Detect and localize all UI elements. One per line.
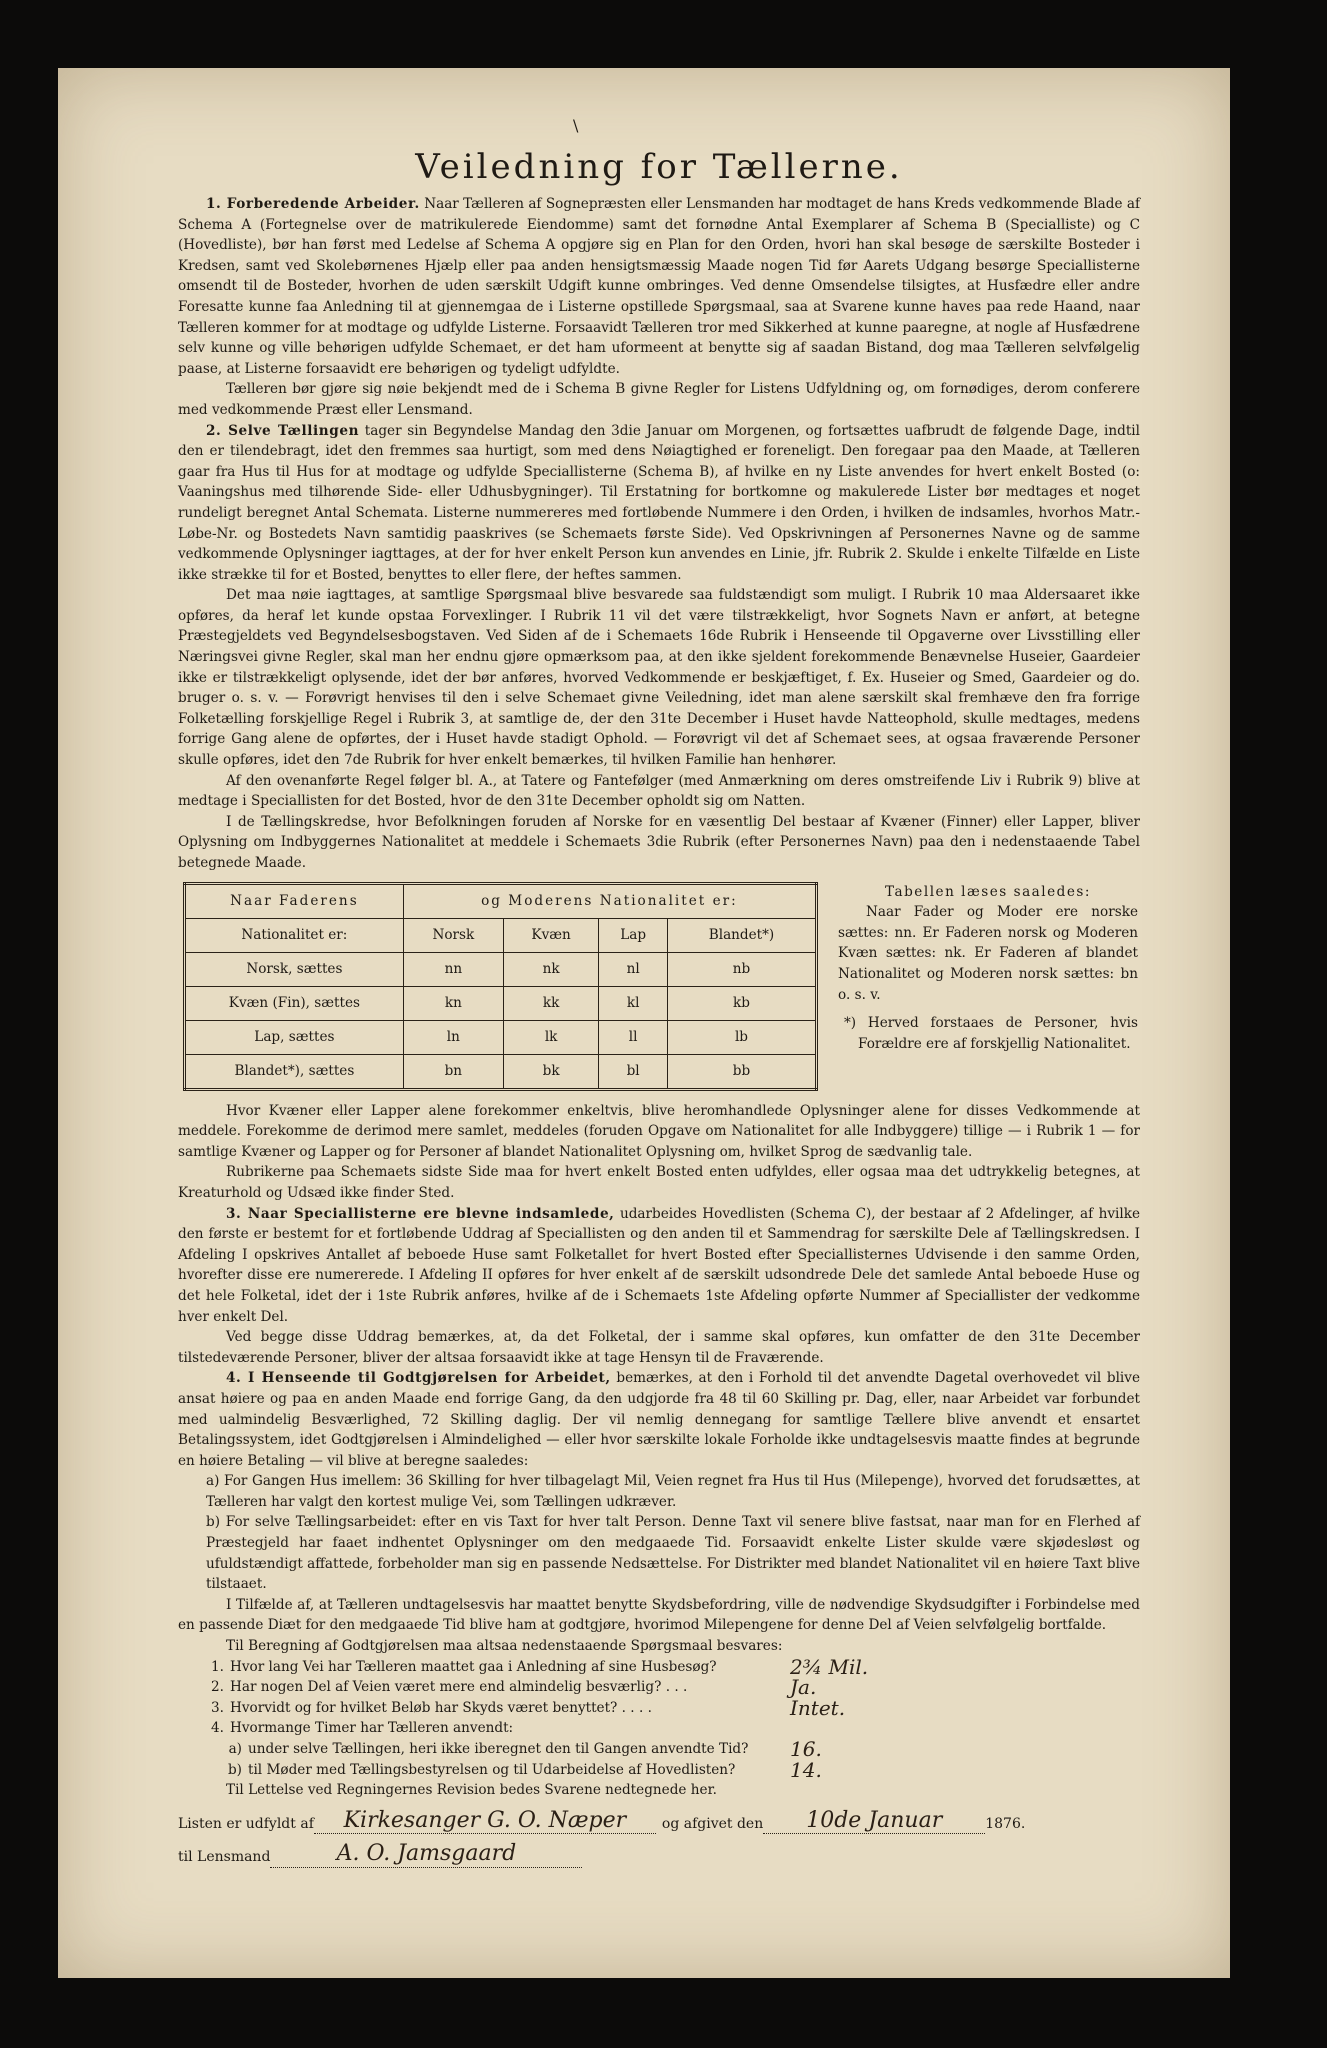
- list-item: [178, 1739, 1140, 1760]
- table-cell: ll: [599, 1020, 668, 1054]
- signature-date-field: [763, 1807, 985, 1835]
- signature-name-field: [314, 1807, 656, 1835]
- section-3-text: udarbeides Hovedlisten (Schema C), der bestaar af 2 Afdelinger, af hvilke den første er bestemt for et fortløbende Uddrag af Speciallisten og den anden til et Sammendrag for særskilte Dele af Tællingskredsen. I Afdeling I opskrives Antallet af beboede Huse samt Folketallet for hvert Bosted efter Speciallisternes Udvisende i den samme Orden, hvorefter disse ere numererede. I Afdeling II opføres for hver enkelt af de særskilt udsondrede Dele det samlede Antal beboede Huse og det hele Folketal, idet der i 1ste Rubrik anføres, hvilke af de i Schemaets 1ste Afdeling opførte Nummer af Speciallister der vedkomme hver enkelt Del.: [178, 1205, 1140, 1325]
- table-cell: nk: [503, 952, 598, 986]
- list-item: [178, 1677, 1140, 1698]
- table-col-1: Kvæn: [503, 918, 598, 952]
- section-1-para-1: [178, 194, 1140, 379]
- closing-note: Til Lettelse ved Regningernes Revision bedes Svarene nedtegnede her.: [226, 1782, 717, 1799]
- table-head-left-1: Naar Faderens: [185, 883, 404, 918]
- lensmand-prefix: til Lensmand: [178, 1849, 271, 1866]
- question-number: 3.: [211, 1699, 224, 1716]
- table-col-0: Norsk: [403, 918, 503, 952]
- after-table-para-2: Rubrikerne paa Schemaets sidste Side maa for hvert enkelt Bosted enten udfyldes, eller ogsaa maa det udtrykkelig betegnes, at Kreaturhold og Udsæd ikke finder Sted.: [178, 1164, 1140, 1201]
- table-head-top: og Moderens Nationalitet er:: [403, 883, 816, 918]
- section-4-para-2: I Tilfælde af, at Tælleren undtagelsesvis har maattet benytte Skydsbefordring, ville de nødvendige Skydsudgifter i Forbindelse med en passende Diæt for den medgaaede Tid blive ham at godtgjøre, hvorimod Milepengene for denne Del af Veien selvfølgelig bortfalde.: [178, 1596, 1140, 1634]
- signature-line: [178, 1807, 1140, 1835]
- question-text: Hvormange Timer har Tælleren anvendt:: [230, 1720, 514, 1737]
- page-title: Veiledning for Tællerne.: [415, 147, 903, 187]
- after-table-para-1: Hvor Kvæner eller Lapper alene forekommer enkeltvis, blive heromhandlede Oplysninger alene for disses Vedkommende at meddele. Forekomme de derimod mere samlet, meddeles (foruden Opgave om Nationalitet for alle Indbyggere) tillige — i Rubrik 1 — for samtlige Kvæner og Lapper og for Personer af blandet Nationalitet Oplysning om, hvilket Sprog de sædvanlig tale.: [178, 1102, 1140, 1160]
- question-number: 4.: [211, 1720, 224, 1737]
- document-page: [58, 68, 1230, 1978]
- list-item: [178, 1654, 1140, 1679]
- table-footnote: *) Herved forstaaes de Personer, hvis Forældre ere af forskjellig Nationalitet.: [844, 1015, 1138, 1052]
- table-cell: nl: [599, 952, 668, 986]
- signature-year: 1876.: [985, 1815, 1026, 1832]
- question-list: [178, 1654, 1140, 1782]
- table-head-left-2: Nationalitet er:: [185, 918, 404, 952]
- lensmand-name-field: [270, 1841, 582, 1868]
- table-cell: lb: [667, 1020, 816, 1054]
- section-2-para-4: I de Tællingskredse, hvor Befolkningen foruden af Norske for en væsentlig Del bestaar af Kvæner (Finner) eller Lapper, bliver Oplysning om Indbyggernes Nationalitet at meddele i Schemaets 3die Rubrik (efter Personernes Navn) paa den i nedenstaaende Tabel betegnede Maade.: [178, 813, 1140, 871]
- handwritten-answer: Ja.: [790, 1675, 817, 1700]
- handwritten-lensmand: A. O. Jamsgaard: [336, 1841, 517, 1867]
- table-cell: bl: [599, 1054, 668, 1089]
- section-3-para-1: [178, 1204, 1140, 1328]
- section-4-item-b: b) For selve Tællingsarbeidet: efter en vis Taxt for hver talt Person. Denne Taxt vil senere blive fastsat, naar man for en Flerhed af Præstegjeld har faaet indhentet Oplysninger om den medgaaede Tid. Forsaavidt enkelte Lister skulde være skjødesløst og ufuldstændigt affattede, forbeholder man sig en passende Nedsættelse. For Distrikter med blandet Nationalitet vil en høiere Taxt blive tilstaaet.: [206, 1514, 1140, 1593]
- row-label: Norsk, sættes: [185, 952, 404, 986]
- handwritten-answer: Intet.: [790, 1695, 846, 1720]
- question-text: Har nogen Del af Veien været mere end almindelig besværlig? . . .: [230, 1679, 688, 1696]
- question-number: a): [228, 1741, 242, 1757]
- table-cell: bn: [403, 1054, 503, 1089]
- question-text: til Møder med Tællingsbestyrelsen og til Udarbeidelse af Hovedlisten?: [248, 1761, 736, 1778]
- row-label: Kvæn (Fin), sættes: [185, 986, 404, 1020]
- signature-mid: og afgivet den: [661, 1815, 764, 1832]
- handwritten-answer: 14.: [790, 1757, 822, 1782]
- table-explanation-body: Naar Fader og Moder ere norske sættes: nn. Er Faderen norsk og Moderen Kvæn sættes: nk. Er Faderen af blandet Nationalitet og Moderen norsk sættes: bn o. s. v.: [838, 904, 1138, 1003]
- table-cell: nn: [403, 952, 503, 986]
- nationality-table: [183, 882, 818, 1091]
- row-label: Lap, sættes: [185, 1020, 404, 1054]
- table-row: [185, 952, 817, 986]
- section-2-heading: 2. Selve Tællingen: [206, 422, 360, 439]
- question-number: b): [227, 1761, 242, 1778]
- handwritten-answer: 2¾ Mil.: [790, 1654, 869, 1679]
- list-item: [178, 1718, 1140, 1739]
- section-1-heading: 1. Forberedende Arbeider.: [206, 196, 420, 212]
- question-text: Hvorvidt og for hvilket Beløb har Skyds været benyttet? . . . .: [230, 1699, 652, 1716]
- table-explanation-head: Tabellen læses saaledes:: [884, 883, 1091, 900]
- section-4-text: bemærkes, at den i Forhold til det anvendte Dagetal overhovedet vil blive ansat høiere og paa en anden Maade end forrige Gang, da den udgjorde fra 48 til 60 Skilling pr. Dag, eller, naar Arbeidet var forbundet med ualmindelig Besværlighed, 72 Skilling daglig. Der vil nemlig dennegang for samtlige Tællere blive anvendt et ensartet Betalingssystem, idet Godtgjørelsen i Almindelighed — eller hvor særskilte lokale Forholde ikke undtagelsesvis maatte findes at begrunde en høiere Betaling — vil blive at beregne saaledes:: [178, 1370, 1140, 1469]
- table-cell: ln: [403, 1020, 503, 1054]
- table-cell: nb: [667, 952, 816, 986]
- signature-prefix: Listen er udfyldt af: [178, 1815, 314, 1832]
- handwritten-answer: 16.: [790, 1737, 822, 1761]
- table-cell: bk: [503, 1054, 598, 1089]
- section-4-para-3: Til Beregning af Godtgjørelsen maa altsaa nedenstaaende Spørgsmaal besvares:: [226, 1638, 783, 1655]
- handwritten-date: 10de Januar: [806, 1807, 943, 1833]
- question-text: under selve Tællingen, heri ikke iberegnet den til Gangen anvendte Tid?: [248, 1741, 749, 1757]
- section-3-para-2: Ved begge disse Uddrag bemærkes, at, da det Folketal, der i samme skal opføres, kun omfatter de den 31te December tilstedeværende Personer, bliver der altsaa forsaavidt ikke at tage Hensyn til de Fraværende.: [178, 1329, 1140, 1366]
- table-cell: lk: [503, 1020, 598, 1054]
- section-2-para-3: Af den ovenanførte Regel følger bl. A., at Tatere og Fantefølger (med Anmærkning om deres omstreifende Liv i Rubrik 9) blive at medtage i Speciallisten for det Bosted, hvor de den 31te December opholdt sig om Natten.: [178, 772, 1140, 810]
- table-col-3: Blandet*): [667, 918, 816, 952]
- handwritten-name: Kirkesanger G. O. Næper: [343, 1807, 627, 1833]
- list-item: [178, 1695, 1140, 1720]
- table-row: [185, 986, 817, 1020]
- section-2-para-1: [178, 421, 1140, 586]
- table-explanation: [838, 882, 1138, 1091]
- table-cell: kn: [403, 986, 503, 1020]
- question-text: Hvor lang Vei har Tælleren maattet gaa i Anledning af sine Husbesøg?: [230, 1658, 717, 1675]
- section-2-text: tager sin Begyndelse Mandag den 3die Januar om Morgenen, og fortsættes uafbrudt de følgende Dage, indtil den er tilendebragt, idet den fremmes saa hurtigt, som med dens Nøiagtighed er foreneligt. Den foregaar paa den Maade, at Tælleren gaar fra Hus til Hus for at modtage og udfylde Speciallisterne (Schema B), af hvilke en ny Liste anvendes for hvert enkelt Bosted (o: Vaaningshus med tilhørende Side- eller Udhusbygninger). Til Erstatning for bortkomne og makulerede Lister bør medtages et noget rundeligt beregnet Antal Schemata. Listerne nummereres med fortløbende Nummere i den Orden, i hvilken de indsamles, hvorhos Matr.-Løbe-Nr. og Bostedets Navn samtidig paaskrives (se Schemaets første Side). Ved Opskrivningen af Personernes Navne og de samme vedkommende Oplysninger iagttages, at der for hver enkelt Person kun anvendes en Linie, jfr. Rubrik 2. Skulde i enkelte Tilfælde en Liste ikke strække til for et Bosted, benyttes to eller flere, der heftes sammen.: [178, 422, 1140, 583]
- section-1-text: Naar Tælleren af Sognepræsten eller Lensmanden har modtaget de hans Kreds vedkommende Blade af Schema A (Fortegnelse over de matrikulerede Eiendomme) samt det fornødne Antal Exemplarer af Schema B (Specialliste) og C (Hovedliste), bør han først med Ledelse af Schema A opgjøre sig en Plan for den Orden, hvori han skal besøge de særskilte Bosteder i Kredsen, samt ved Skolebørnenes Hjælp eller paa anden hensigtsmæssig Maade nogen Tid før Aarets Udgang besørge Speciallisterne omsendt til de Bosteder, hvorhen de uden særskilt Udgift kunne ombringes. Ved denne Omsendelse tilsigtes, at Husfædre eller andre Foresatte kunne faa Anledning til at gjennemgaa de i Listerne opstillede Spørgsmaal, saa at Svarene kunne haves paa rede Haand, naar Tælleren kommer for at modtage og udfylde Listerne. Forsaavidt Tælleren tror med Sikkerhed at kunne paaregne, at nogle af Husfædrene selv kunne og ville behørigen udfylde Schemaet, er det ham uformeent at benytte sig af saadan Bistand, dog maa Tælleren selvfølgelig paase, at Listerne forsaavidt ere behørigen og tydeligt udfyldte.: [178, 196, 1140, 377]
- table-cell: kl: [599, 986, 668, 1020]
- section-1-para-2: Tælleren bør gjøre sig nøie bekjendt med de i Schema B givne Regler for Listens Udfyldning og, om fornødiges, derom conferere med vedkommende Præst eller Lensmand.: [178, 381, 1140, 418]
- list-item: [178, 1757, 1140, 1782]
- table-row: [185, 1054, 817, 1089]
- section-4-heading: 4. I Henseende til Godtgjørelsen for Arbeidet,: [226, 1370, 611, 1387]
- question-number: 1.: [211, 1658, 224, 1675]
- nationality-table-block: [178, 882, 1140, 1091]
- table-row: [185, 1020, 817, 1054]
- table-col-2: Lap: [599, 918, 668, 952]
- top-mark: \: [573, 116, 579, 135]
- section-4-para-1: [178, 1368, 1140, 1471]
- section-3-heading: 3. Naar Speciallisterne ere blevne indsamlede,: [226, 1205, 615, 1222]
- table-cell: kb: [667, 986, 816, 1020]
- lensmand-line: [178, 1841, 1140, 1868]
- section-2-para-2: Det maa nøie iagttages, at samtlige Spørgsmaal blive besvarede saa fuldstændigt som muligt. I Rubrik 10 maa Aldersaaret ikke opføres, da heraf let kunde opstaa Forvexlinger. I Rubrik 11 vil det være tilstrækkeligt, hvor Sognets Navn er anført, at betegne Præstegjeldets ved Begyndelsesbogstaven. Ved Siden af de i Schemaets 16de Rubrik i Henseende til Opgaverne over Livsstilling eller Næringsvei givne Regler, skal man her endnu gjøre opmærksom paa, at den ikke sjeldent forekommende Benævnelse Huseier, Gaardeier ikke er tilstrækkeligt oplysende, idet der bør anføres, hvorved Vedkommende er beskjæftiget, f. Ex. Huseier og Smed, Gaardeier og do. bruger o. s. v. — Forøvrigt henvises til den i selve Schemaet givne Veiledning, idet man alene særskilt skal fremhæve den fra forrige Folketælling forskjellige Regel i Rubrik 3, at samtlige de, der den 31te December i Huset havde Natteophold, skulle medtages, medens forrige Gang alene de opførtes, der i Huset havde stadigt Ophold. — Forøvrigt vil det af Schemaet sees, at ogsaa fraværende Personer skulle opføres, idet den 7de Rubrik for hver enkelt bemærkes, til hvilken Familie han henhører.: [178, 587, 1140, 769]
- question-number: 2.: [211, 1679, 224, 1696]
- section-4-item-a: a) For Gangen Hus imellem: 36 Skilling for hver tilbagelagt Mil, Veien regnet fra Hus til Hus (Milepenge), hvorved det forudsættes, at Tælleren har valgt den kortest mulige Vei, som Tællingen udkræver.: [206, 1473, 1140, 1510]
- table-cell: kk: [503, 986, 598, 1020]
- table-cell: bb: [667, 1054, 816, 1089]
- row-label: Blandet*), sættes: [185, 1054, 404, 1089]
- document-content: [178, 146, 1140, 1868]
